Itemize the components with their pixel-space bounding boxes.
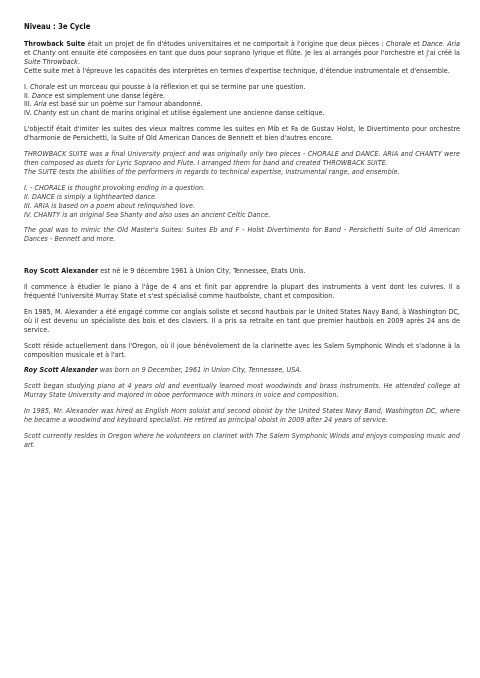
list-item: II. DANCE is simply a lighthearted dance. xyxy=(24,191,158,201)
bio-en-paragraph: In 1985, Mr. Alexander was hired as English Horn soloist and second oboist by the United States Navy Band, Washington DC, where he became a woodwind and keyboard specialist. He retired as principal oboist in 2009 after 24 years of service. xyxy=(24,406,460,425)
composer-name: Roy Scott Alexander xyxy=(24,365,98,375)
level-heading: Niveau : 3e Cycle xyxy=(24,22,91,31)
fr-intro-text-2: Cette suite met à l'épreuve les capacités des interprètes en termes d'expertise technique, d'étendue instrumentale et d'ensemble. xyxy=(24,65,450,75)
en-intro xyxy=(24,150,460,177)
list-item: I. - CHORALE is thought provoking ending in a question. xyxy=(24,182,206,192)
document-page xyxy=(24,22,460,457)
fr-movement-list xyxy=(24,83,460,119)
suite-title: Throwback Suite xyxy=(24,39,86,48)
bio-fr-paragraph: Scott réside actuellement dans l'Oregon, où il joue bénévolement de la clarinette avec les Salem Symphonic Winds et s'adonne à la composition musicale et à l'art. xyxy=(24,340,460,359)
en-intro-text: THROWBACK SUITE was a final University project and was originally only two pieces - CHORALE and DANCE. ARIA and CHANTY were then composed as duets for Lyric Soprano and Flute. I arranged them for band and created THROWBACK SUITE. xyxy=(24,149,460,167)
list-item: III. ARIA is based on a poem about relinquished love. xyxy=(24,200,196,210)
fr-goal-text: L'objectif était d'imiter les suites des vieux maîtres comme les suites en Mib et Fa de Gustav Holst, le Divertimento pour orchestre d'harmonie de Persichetti, la Suite of Old American Dances de Bennett et bien d'autres encore. xyxy=(24,124,460,143)
list-item: IV. CHANTY is an original Sea Shanty and also uses an ancient Celtic Dance. xyxy=(24,209,271,219)
list-item: II. Dance est simplement une danse légère. xyxy=(24,90,166,100)
bio-en-born: Roy Scott Alexander was born on 9 December, 1961 in Union City, Tennessee, USA. xyxy=(24,365,302,375)
bio-fr-paragraph: Il commence à étudier le piano à l'âge de 4 ans et finit par apprendre la plupart des instruments à vent dont les cuivres. Il a fréquenté l'université Murray State et s'est spécialisé comme hautboïste, chant et composition. xyxy=(24,282,460,301)
bio-fr-born: Roy Scott Alexander est né le 9 décembre 1961 à Union City, Tennessee, Etats Unis. xyxy=(24,266,306,276)
en-goal-text: The goal was to mimic the Old Master's Suites: Suites Eb and F - Holst Divertimento for Band - Persichetti Suite of Old American Dances - Bennett and more. xyxy=(24,225,460,244)
bio-en-paragraph: Scott began studying piano at 4 years old and eventually learned most woodwinds and brass instruments. He attended college at Murray State University and majored in oboe performance with minors in voice and composition. xyxy=(24,381,460,400)
list-item: III. Aria est basé sur un poème sur l'amour abandonné. xyxy=(24,99,203,109)
en-intro-text-2: The SUITE tests the abilities of the performers in regards to technical expertise, instrumental range, and ensemble. xyxy=(24,166,400,176)
list-item: IV. Chanty est un chant de marins original et utilise également une ancienne danse celtique. xyxy=(24,108,325,118)
en-movement-list xyxy=(24,184,460,220)
section-spacer xyxy=(24,251,460,267)
list-item: I. Chorale est un morceau qui pousse à la réflexion et qui se termine par une question. xyxy=(24,81,306,91)
fr-intro-text: Throwback Suite était un projet de fin d'études universitaires et ne comportait à l'origine que deux pièces : Chorale et Dance. Aria et Chanty ont ensuite été composées en tant que duos pour soprano lyrique et flûte. Je les ai arrangés pour l'orchestre et j'ai créé la Suite Throwback. xyxy=(24,39,461,66)
bio-en-paragraph: Scott currently resides in Oregon where he volunteers on clarinet with The Salem Symphonic Winds and enjoys composing music and art. xyxy=(24,431,460,449)
composer-name: Roy Scott Alexander xyxy=(24,266,99,276)
fr-intro xyxy=(24,40,460,76)
bio-fr-paragraph: En 1985, M. Alexander a été engagé comme cor anglais soliste et second hautbois par le United States Navy Band, à Washington DC, où il est devenu un spécialiste des bois et des claviers. Il a pris sa retraite en tant que premier hautbois en 2009 après 24 ans de service. xyxy=(24,306,460,334)
